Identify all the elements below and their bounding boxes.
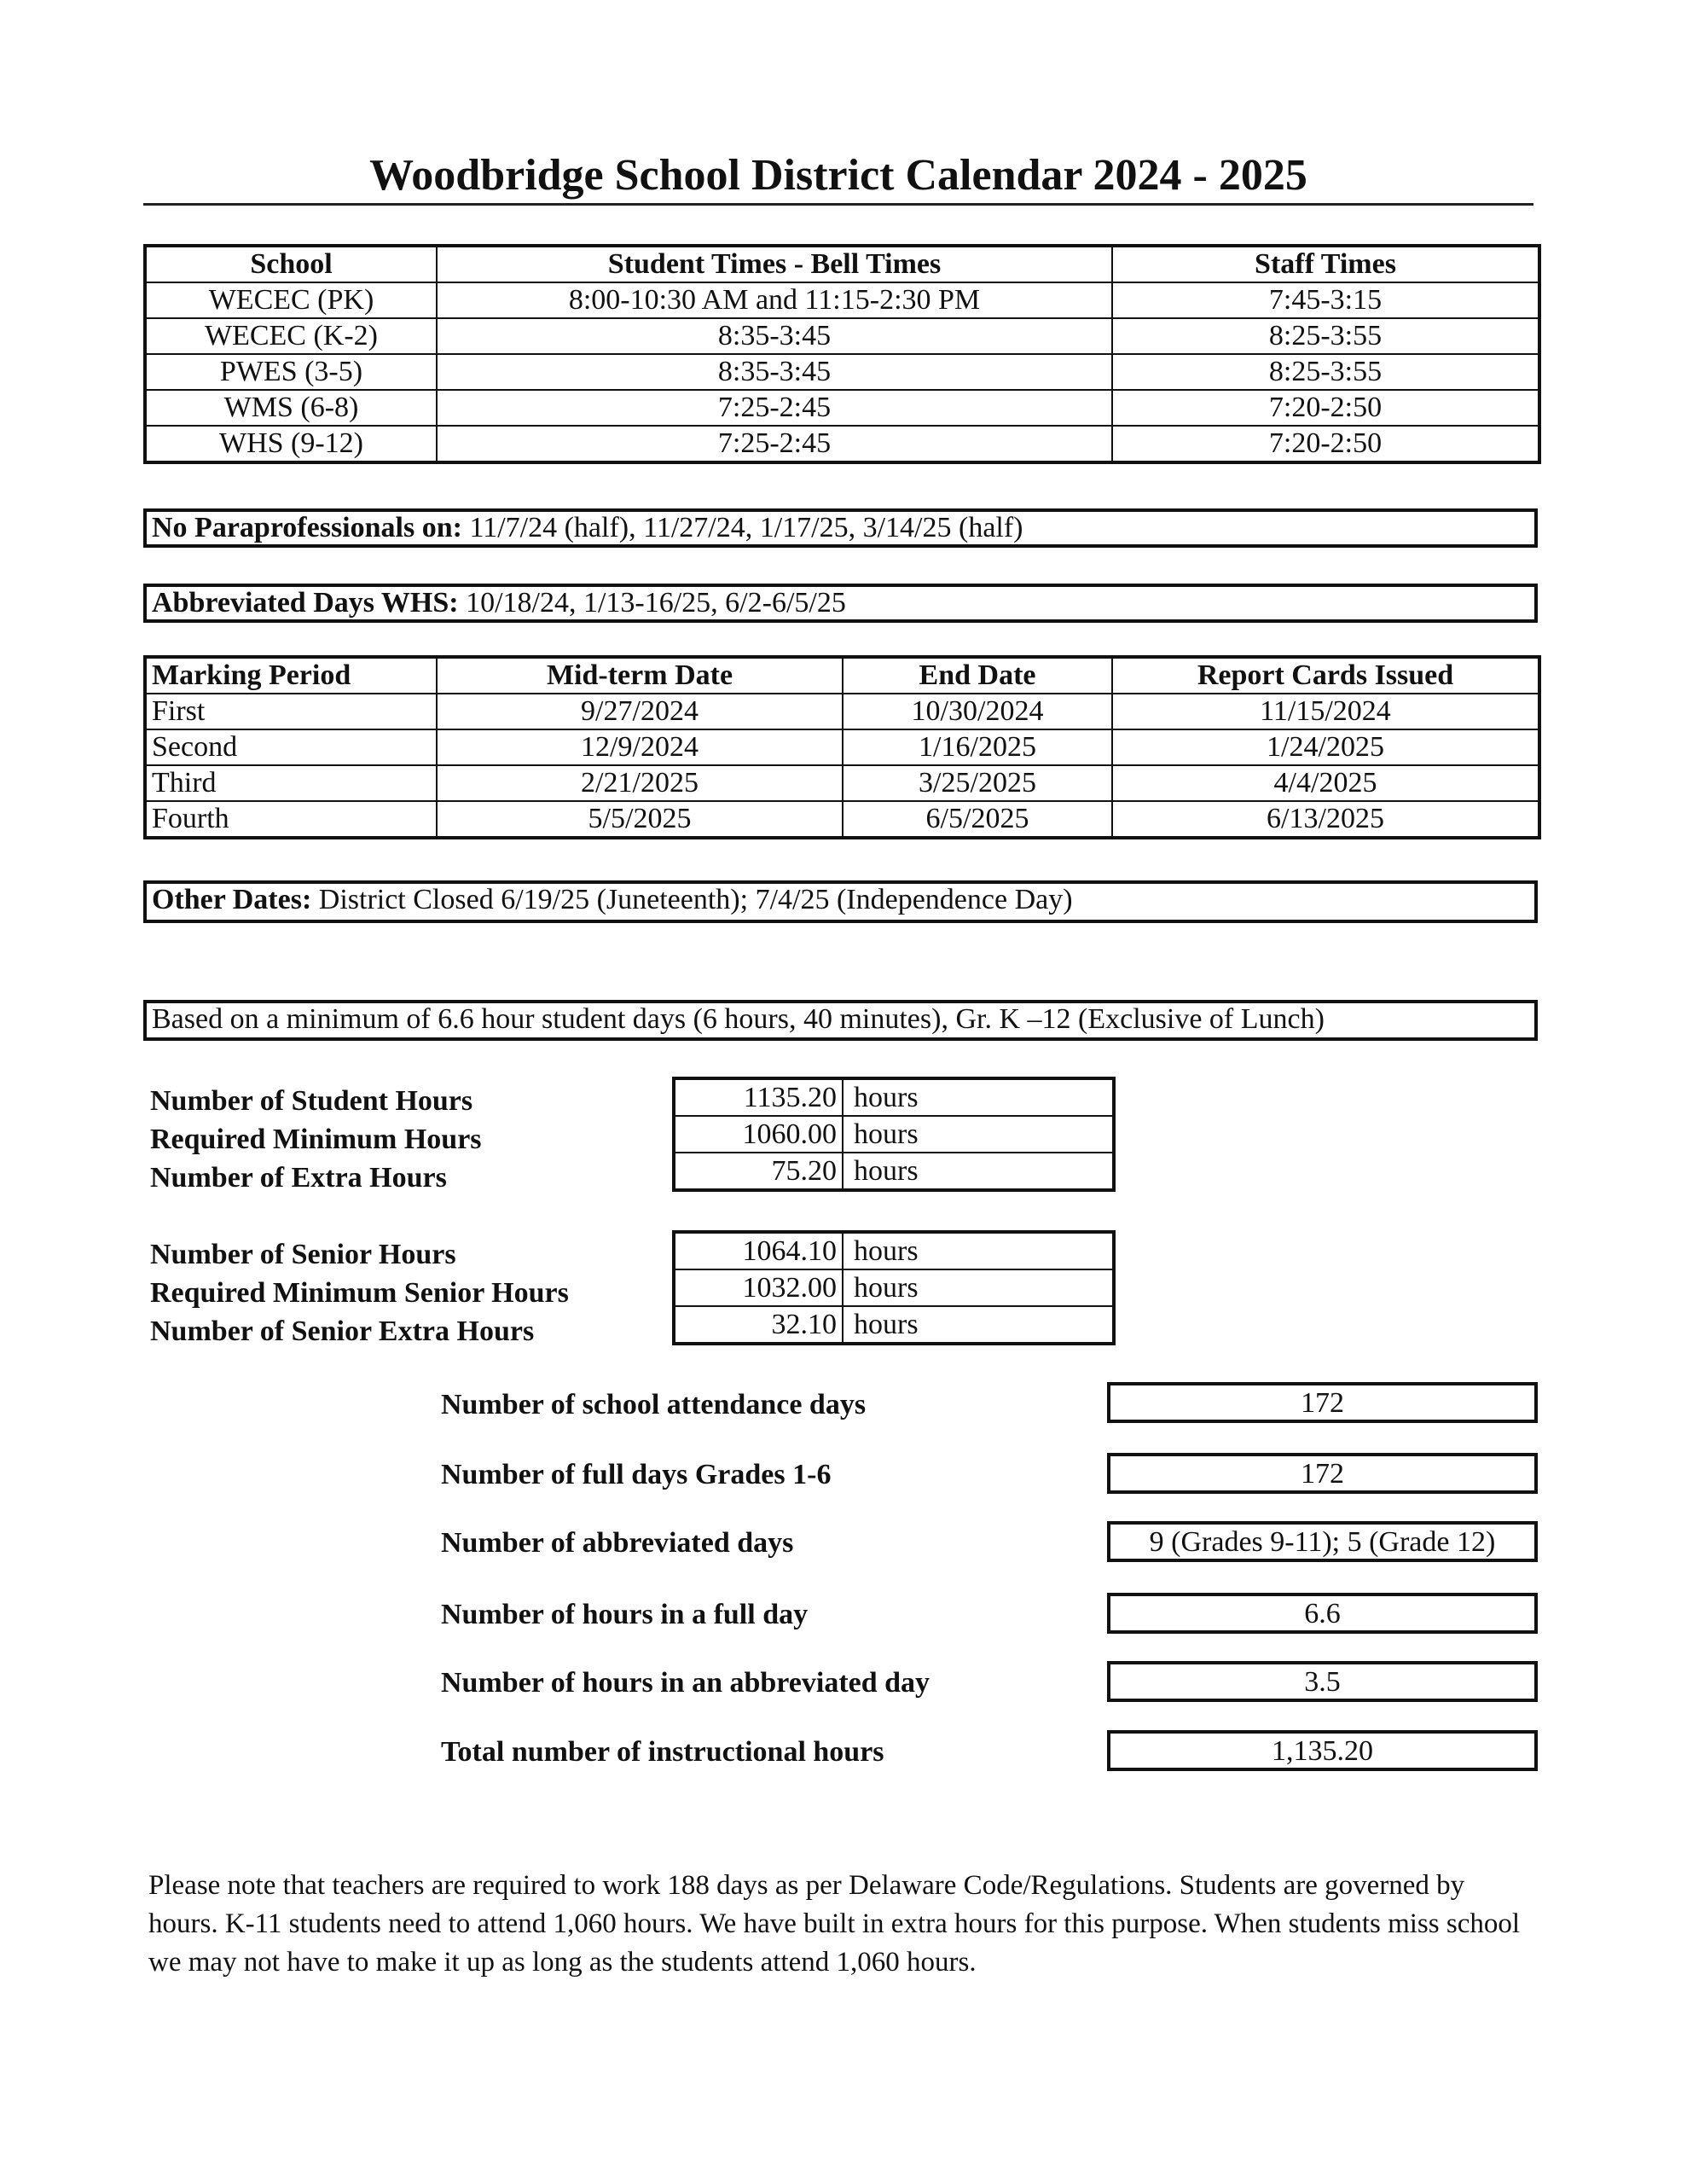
marking-period-row: [145, 801, 1539, 838]
end-date: 10/30/2024: [843, 694, 1112, 729]
extra-hours-label: Number of Extra Hours: [150, 1162, 447, 1194]
hours-unit: hours: [843, 1269, 1114, 1306]
bell-times-header-row: [145, 246, 1539, 282]
student-hours-labels: [150, 1082, 482, 1197]
staff-time: 7:20-2:50: [1112, 390, 1539, 426]
student-hours-label: Number of Student Hours: [150, 1085, 473, 1117]
hours-row: [674, 1153, 1114, 1190]
abbreviated-days-count-label: Number of abbreviated days: [441, 1527, 794, 1559]
required-minimum-hours-label: Required Minimum Hours: [150, 1124, 482, 1155]
senior-hours-table: [672, 1230, 1116, 1345]
mp-header-end: End Date: [843, 657, 1112, 694]
midterm-date: 5/5/2025: [437, 801, 843, 838]
marking-period-row: [145, 729, 1539, 765]
basis-box: Based on a minimum of 6.6 hour student days (6 hours, 40 minutes), Gr. K –12 (Exclusive of Lunch): [143, 1000, 1538, 1041]
student-time: 8:35-3:45: [437, 354, 1112, 390]
hours-row: [674, 1116, 1114, 1153]
staff-time: 8:25-3:55: [1112, 318, 1539, 354]
bell-times-row: [145, 318, 1539, 354]
period-name: Second: [145, 729, 437, 765]
hours-unit: hours: [843, 1306, 1114, 1344]
hours-unit: hours: [843, 1153, 1114, 1190]
student-time: 7:25-2:45: [437, 390, 1112, 426]
abbreviated-days-dates: 10/18/24, 1/13-16/25, 6/2-6/5/25: [458, 587, 846, 619]
report-card-date: 1/24/2025: [1112, 729, 1539, 765]
bell-header-staff-times: Staff Times: [1112, 246, 1539, 282]
hours-value: 1135.20: [674, 1078, 843, 1116]
full-days-label: Number of full days Grades 1-6: [441, 1459, 832, 1490]
mp-header-report-cards: Report Cards Issued: [1112, 657, 1539, 694]
bell-times-row: [145, 282, 1539, 318]
hours-value: 1060.00: [674, 1116, 843, 1153]
title-rule: [143, 203, 1533, 206]
bell-times-table: [143, 244, 1541, 464]
instructional-hours-label: Total number of instructional hours: [441, 1736, 884, 1768]
midterm-date: 2/21/2025: [437, 765, 843, 801]
attendance-days-value: 172: [1107, 1382, 1538, 1423]
bell-times-row: [145, 426, 1539, 462]
page-title: Woodbridge School District Calendar 2024 - 2025: [369, 151, 1307, 200]
period-name: Third: [145, 765, 437, 801]
staff-time: 8:25-3:55: [1112, 354, 1539, 390]
student-time: 8:35-3:45: [437, 318, 1112, 354]
end-date: 3/25/2025: [843, 765, 1112, 801]
report-card-date: 4/4/2025: [1112, 765, 1539, 801]
senior-hours-label: Number of Senior Hours: [150, 1239, 456, 1270]
school-name: WECEC (PK): [145, 282, 437, 318]
no-paraprofessionals-label: No Paraprofessionals on:: [152, 512, 462, 543]
hours-value: 1064.10: [674, 1232, 843, 1269]
hours-value: 32.10: [674, 1306, 843, 1344]
marking-period-row: [145, 765, 1539, 801]
abbreviated-days-box: [143, 584, 1538, 623]
report-card-date: 6/13/2025: [1112, 801, 1539, 838]
mp-header-period: Marking Period: [145, 657, 437, 694]
no-paraprofessionals-dates: 11/7/24 (half), 11/27/24, 1/17/25, 3/14/25 (half): [461, 512, 1023, 543]
student-time: 8:00-10:30 AM and 11:15-2:30 PM: [437, 282, 1112, 318]
hours-row: [674, 1306, 1114, 1344]
full-day-hours-value: 6.6: [1107, 1593, 1538, 1634]
hours-value: 75.20: [674, 1153, 843, 1190]
staff-time: 7:45-3:15: [1112, 282, 1539, 318]
school-name: WMS (6-8): [145, 390, 437, 426]
full-day-hours-label: Number of hours in a full day: [441, 1599, 809, 1630]
school-name: WHS (9-12): [145, 426, 437, 462]
no-paraprofessionals-box: [143, 508, 1538, 548]
senior-hours-labels: [150, 1235, 569, 1350]
period-name: Fourth: [145, 801, 437, 838]
end-date: 1/16/2025: [843, 729, 1112, 765]
hours-row: [674, 1232, 1114, 1269]
hours-unit: hours: [843, 1078, 1114, 1116]
staff-time: 7:20-2:50: [1112, 426, 1539, 462]
end-date: 6/5/2025: [843, 801, 1112, 838]
bell-times-row: [145, 390, 1539, 426]
bell-header-school: School: [145, 246, 437, 282]
marking-period-table: [143, 655, 1541, 839]
hours-row: [674, 1078, 1114, 1116]
student-hours-table: [672, 1077, 1116, 1192]
other-dates-box: [143, 880, 1538, 923]
abbreviated-day-hours-label: Number of hours in an abbreviated day: [441, 1667, 930, 1699]
period-name: First: [145, 694, 437, 729]
school-name: WECEC (K-2): [145, 318, 437, 354]
senior-extra-hours-label: Number of Senior Extra Hours: [150, 1316, 535, 1347]
student-time: 7:25-2:45: [437, 426, 1112, 462]
instructional-hours-value: 1,135.20: [1107, 1730, 1538, 1771]
marking-period-row: [145, 694, 1539, 729]
bell-header-student-times: Student Times - Bell Times: [437, 246, 1112, 282]
school-name: PWES (3-5): [145, 354, 437, 390]
abbreviated-day-hours-value: 3.5: [1107, 1661, 1538, 1702]
hours-unit: hours: [843, 1116, 1114, 1153]
mp-header-midterm: Mid-term Date: [437, 657, 843, 694]
midterm-date: 9/27/2024: [437, 694, 843, 729]
attendance-days-label: Number of school attendance days: [441, 1389, 867, 1420]
abbreviated-days-label: Abbreviated Days WHS:: [152, 587, 459, 619]
hours-row: [674, 1269, 1114, 1306]
required-minimum-senior-hours-label: Required Minimum Senior Hours: [150, 1277, 569, 1309]
footnote-paragraph: Please note that teachers are required to work 188 days as per Delaware Code/Regulations. Students are governed by hours. K-11 students need to attend 1,060 hours. We have built in extra hours for this purpose. When students miss school we may not have to make it up as long as the students attend 1,060 hours.: [148, 1870, 1521, 1978]
marking-period-header-row: [145, 657, 1539, 694]
abbreviated-days-count-value: 9 (Grades 9-11); 5 (Grade 12): [1107, 1521, 1538, 1562]
bell-times-row: [145, 354, 1539, 390]
hours-unit: hours: [843, 1232, 1114, 1269]
full-days-value: 172: [1107, 1453, 1538, 1494]
other-dates-label: Other Dates:: [152, 884, 312, 915]
midterm-date: 12/9/2024: [437, 729, 843, 765]
hours-value: 1032.00: [674, 1269, 843, 1306]
other-dates-text: District Closed 6/19/25 (Juneteenth); 7/4/25 (Independence Day): [311, 884, 1073, 915]
report-card-date: 11/15/2024: [1112, 694, 1539, 729]
